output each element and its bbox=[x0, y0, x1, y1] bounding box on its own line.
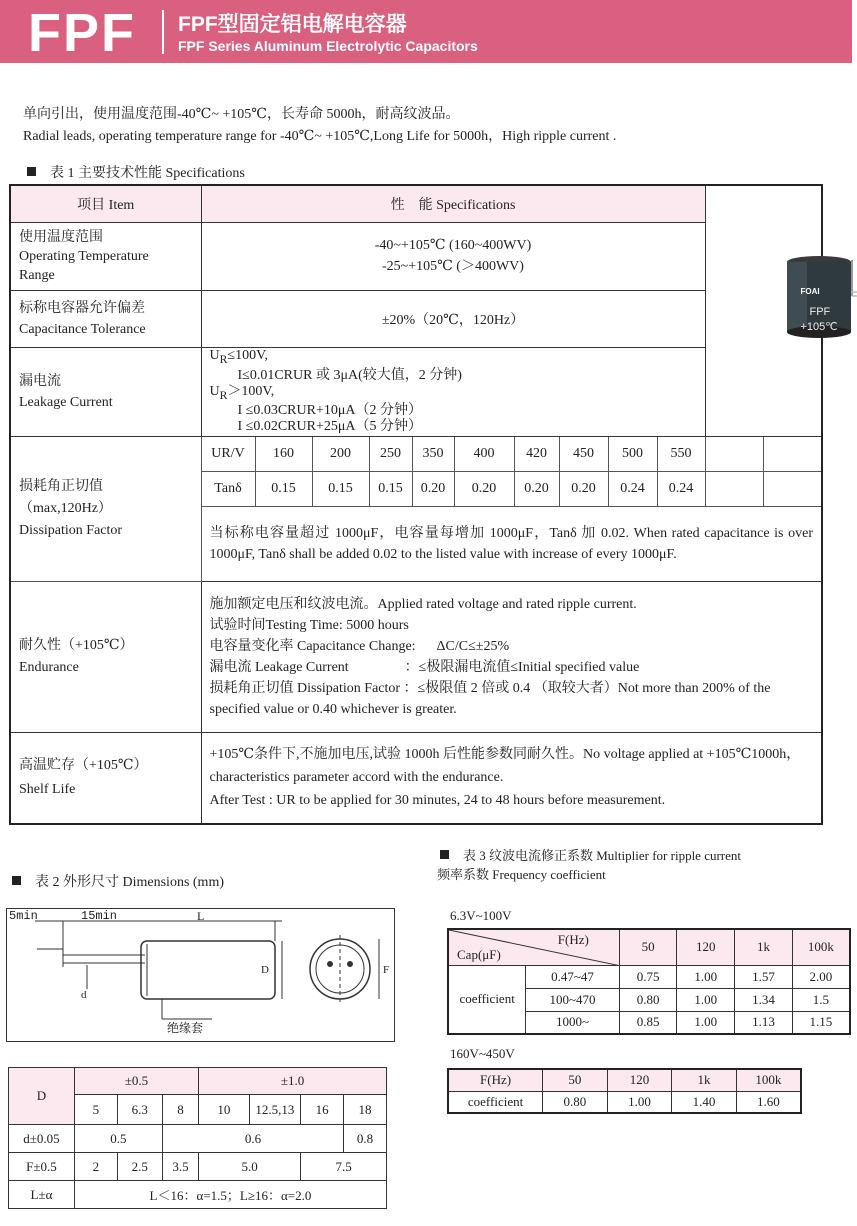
ripple2-freq: 100k bbox=[736, 1069, 801, 1091]
dim-row-F-label: F±0.5 bbox=[9, 1153, 75, 1181]
title-en: FPF Series Aluminum Electrolytic Capacitors bbox=[178, 38, 478, 54]
df-ur-head: UR/V bbox=[201, 436, 255, 471]
table3-caption bbox=[440, 845, 741, 864]
ripple2-val: 0.80 bbox=[543, 1091, 608, 1113]
dim-L: L bbox=[197, 909, 205, 923]
dimension-drawing bbox=[6, 908, 395, 1042]
df-volt: 420 bbox=[514, 436, 559, 471]
photo-cell bbox=[705, 185, 838, 436]
temp-cn: 使用温度范围 bbox=[19, 229, 103, 245]
ripple-val: 1.00 bbox=[677, 1011, 735, 1034]
df-volt: 350 bbox=[412, 436, 454, 471]
ripple-val: 1.15 bbox=[792, 1011, 850, 1034]
dim-5min: 5min bbox=[9, 909, 38, 923]
temp-en2: Range bbox=[19, 267, 55, 283]
head-spec: 性 能 Specifications bbox=[201, 185, 705, 222]
df-val: 0.15 bbox=[255, 471, 312, 506]
temp-value bbox=[201, 222, 705, 290]
dim-F: F bbox=[383, 964, 390, 976]
dim-row-L-label: L±α bbox=[9, 1181, 75, 1209]
bullet-square bbox=[12, 876, 21, 885]
df-volt bbox=[763, 436, 822, 471]
ripple-freq: 1k bbox=[735, 929, 793, 965]
df-volt: 400 bbox=[454, 436, 514, 471]
table3-caption-text: 表 3 纹波电流修正系数 Multiplier for ripple current bbox=[463, 848, 742, 863]
dim-row-L: L＜16：α=1.5；L≥16：α=2.0 bbox=[74, 1181, 386, 1209]
df-volt: 550 bbox=[657, 436, 705, 471]
dim-row-F: 7.5 bbox=[301, 1153, 387, 1181]
df-volt: 200 bbox=[312, 436, 369, 471]
leak-l1: $U_R\le 100V$, bbox=[209, 347, 268, 366]
shelf-l2: After Test : UR to be applied for 30 minutes, 24 to 48 hours before measurement. bbox=[209, 793, 666, 809]
dim-diam: 8 bbox=[162, 1095, 198, 1125]
dim-row-d: 0.6 bbox=[162, 1125, 343, 1153]
temp-label bbox=[10, 222, 201, 290]
df-val: 0.24 bbox=[657, 471, 705, 506]
ripple-val: 0.75 bbox=[619, 965, 677, 988]
leak-cn: 漏电流 bbox=[19, 373, 61, 389]
dim-row-d-label: d±0.05 bbox=[9, 1125, 75, 1153]
end-en: Endurance bbox=[19, 659, 79, 675]
ripple-val: 1.13 bbox=[735, 1011, 793, 1034]
ripple2-val: 1.40 bbox=[672, 1091, 737, 1113]
df-label bbox=[10, 436, 201, 581]
dim-15min: 15min bbox=[81, 909, 118, 923]
ripple2-fhz: F(Hz) bbox=[448, 1069, 543, 1091]
dim-row-F: 3.5 bbox=[162, 1153, 198, 1181]
ripple2-freq: 1k bbox=[672, 1069, 737, 1091]
range1-label: 6.3V~100V bbox=[450, 908, 512, 923]
ripple-val: 1.5 bbox=[792, 988, 850, 1011]
dim-tol2: ±1.0 bbox=[199, 1068, 387, 1095]
bullet-square bbox=[27, 167, 36, 176]
ripple2-val: 1.60 bbox=[736, 1091, 801, 1113]
title-cn: FPF型固定铝电解电容器 bbox=[178, 13, 407, 36]
leak-label bbox=[10, 347, 201, 436]
df-val: 0.20 bbox=[454, 471, 514, 506]
tol-en: Capacitance Tolerance bbox=[19, 321, 146, 337]
df-volt: 250 bbox=[369, 436, 412, 471]
dim-diam: 16 bbox=[301, 1095, 344, 1125]
spec-table bbox=[9, 184, 838, 825]
page-header bbox=[0, 0, 852, 63]
df-val: 0.20 bbox=[412, 471, 454, 506]
photo-series: FPF bbox=[809, 306, 831, 318]
df-note: 当标称电容量超过 1000μF，电容量每增加 1000μF，Tanδ 加 0.02. When rated capacitance is over 1000μF, Tanδ shall be added 0.02 to the listed value with increase of every 1000μF. bbox=[201, 506, 822, 581]
table1-caption-text: 表 1 主要技术性能 Specifications bbox=[50, 166, 245, 181]
shelf-l1: +105℃条件下,不施加电压,试验 1000h 后性能参数同耐久性。No voltage applied at +105℃1000h，characteristics parameter accord with the endurance. bbox=[209, 747, 801, 786]
df-val bbox=[763, 471, 822, 506]
tol-label bbox=[10, 290, 201, 347]
dim-row-d: 0.5 bbox=[74, 1125, 162, 1153]
ripple-cap-range: 100~470 bbox=[526, 988, 620, 1011]
shelf-en: Shelf Life bbox=[19, 781, 76, 797]
df-en2: Dissipation Factor bbox=[19, 522, 123, 538]
intro bbox=[23, 104, 616, 148]
df-val: 0.20 bbox=[559, 471, 608, 506]
dim-row-F: 2 bbox=[74, 1153, 117, 1181]
ripple-val: 2.00 bbox=[792, 965, 850, 988]
dim-d: d bbox=[81, 989, 87, 1001]
leak-value bbox=[201, 347, 705, 436]
ripple2-freq: 50 bbox=[543, 1069, 608, 1091]
ripple-val: 1.34 bbox=[735, 988, 793, 1011]
head-item: 项目 Item bbox=[10, 185, 201, 222]
photo-brand: FOAI bbox=[800, 287, 820, 296]
ripple-cap-range: 1000~ bbox=[526, 1011, 620, 1034]
dimensions-table bbox=[8, 1067, 387, 1209]
dim-diam: 5 bbox=[74, 1095, 117, 1125]
tol-value: ±20%（20℃，120Hz） bbox=[201, 290, 705, 347]
end-label bbox=[10, 581, 201, 732]
ripple-cap: Cap(μF) bbox=[457, 946, 501, 962]
series-code: FPF bbox=[28, 3, 136, 63]
df-volt bbox=[705, 436, 763, 471]
end-cn: 耐久性（+105℃） bbox=[19, 637, 134, 653]
leak-l2: I≤0.01CRUR 或 3μA(较大值，2 分钟) bbox=[237, 367, 462, 383]
range2-label: 160V~450V bbox=[450, 1046, 515, 1061]
ripple-freq: 120 bbox=[677, 929, 735, 965]
shelf-value bbox=[201, 732, 822, 824]
end-l3: 电容量变化率 Capacitance Change: ΔC/C≤±25% bbox=[209, 638, 510, 654]
df-en1: （max,120Hz） bbox=[19, 500, 112, 516]
ripple-freq: 50 bbox=[619, 929, 677, 965]
dim-head-D: D bbox=[9, 1068, 75, 1125]
ripple-freq: 100k bbox=[792, 929, 850, 965]
ripple-coef: coefficient bbox=[448, 965, 526, 1034]
leak-l3: $U_R>100V$, bbox=[209, 383, 275, 402]
ripple-head-corner bbox=[448, 929, 619, 965]
df-cn: 损耗角正切值 bbox=[19, 478, 103, 494]
ripple-fhz: F(Hz) bbox=[557, 932, 589, 947]
photo-temp: +105℃ bbox=[800, 321, 838, 333]
df-volt: 500 bbox=[608, 436, 657, 471]
ripple-val: 0.80 bbox=[619, 988, 677, 1011]
tol-cn: 标称电容器允许偏差 bbox=[19, 300, 145, 316]
table3-sub: 频率系数 Frequency coefficient bbox=[437, 867, 606, 882]
end-l4: 漏电流 Leakage Current ：≤极限漏电流值≤Initial specified value bbox=[209, 659, 640, 675]
shelf-label bbox=[10, 732, 201, 824]
intro-en: Radial leads, operating temperature range for -40℃~ +105℃,Long Life for 5000h，High ripple current . bbox=[23, 129, 617, 144]
ripple-val: 1.00 bbox=[677, 988, 735, 1011]
df-volt: 160 bbox=[255, 436, 312, 471]
dim-row-F: 5.0 bbox=[199, 1153, 301, 1181]
ripple2-freq: 120 bbox=[607, 1069, 672, 1091]
dim-tol1: ±0.5 bbox=[74, 1068, 198, 1095]
dim-diam: 12.5,13 bbox=[249, 1095, 301, 1125]
table1-caption bbox=[27, 162, 245, 182]
ripple2-val: 1.00 bbox=[607, 1091, 672, 1113]
intro-cn: 单向引出，使用温度范围-40℃~ +105℃，长寿命 5000h，耐高纹波品。 bbox=[23, 107, 460, 122]
temp-v1: -40~+105℃ (160~400WV) bbox=[374, 238, 532, 253]
end-l1: 施加额定电压和纹波电流。Applied rated voltage and rated ripple current. bbox=[209, 596, 637, 612]
dim-D: D bbox=[261, 964, 269, 976]
ripple-table-low bbox=[447, 928, 851, 1035]
ripple-table-high bbox=[447, 1068, 802, 1114]
ripple-cap-range: 0.47~47 bbox=[526, 965, 620, 988]
leak-en: Leakage Current bbox=[19, 394, 113, 410]
end-l5: 损耗角正切值 Dissipation Factor ：≤极限值 2 倍或 0.4 （取较大者）Not more than 200% of the specified value or 0.40 whichever is greater. bbox=[209, 680, 771, 717]
ripple2-coef: coefficient bbox=[448, 1091, 543, 1113]
leak-l4: I ≤0.03CRUR+10μA（2 分钟） bbox=[237, 403, 422, 419]
df-val: 0.15 bbox=[369, 471, 412, 506]
dim-diam: 10 bbox=[199, 1095, 250, 1125]
table2-caption bbox=[12, 871, 224, 891]
header-divider bbox=[162, 10, 164, 54]
dim-row-F: 2.5 bbox=[117, 1153, 162, 1181]
table2-caption-text: 表 2 外形尺寸 Dimensions (mm) bbox=[35, 875, 224, 890]
dim-row-d: 0.8 bbox=[344, 1125, 387, 1153]
dim-diam: 6.3 bbox=[117, 1095, 162, 1125]
temp-en1: Operating Temperature bbox=[19, 248, 149, 264]
df-volt: 450 bbox=[559, 436, 608, 471]
df-tan-head: Tanδ bbox=[201, 471, 255, 506]
temp-v2: -25~+105℃ (＞400WV) bbox=[382, 259, 524, 274]
end-l2: 试验时间Testing Time: 5000 hours bbox=[209, 617, 409, 633]
df-val: 0.15 bbox=[312, 471, 369, 506]
shelf-cn: 高温贮存（+105℃） bbox=[19, 757, 148, 773]
df-val: 0.20 bbox=[514, 471, 559, 506]
ripple-val: 0.85 bbox=[619, 1011, 677, 1034]
bullet-square bbox=[440, 850, 449, 859]
ripple-val: 1.57 bbox=[735, 965, 793, 988]
end-value bbox=[201, 581, 822, 732]
dim-diam: 18 bbox=[344, 1095, 387, 1125]
sleeve-label: 绝缘套 bbox=[167, 1021, 204, 1035]
df-val bbox=[705, 471, 763, 506]
leak-l5: I ≤0.02CRUR+25μA（5 分钟） bbox=[237, 419, 422, 435]
ripple-val: 1.00 bbox=[677, 965, 735, 988]
df-val: 0.24 bbox=[608, 471, 657, 506]
